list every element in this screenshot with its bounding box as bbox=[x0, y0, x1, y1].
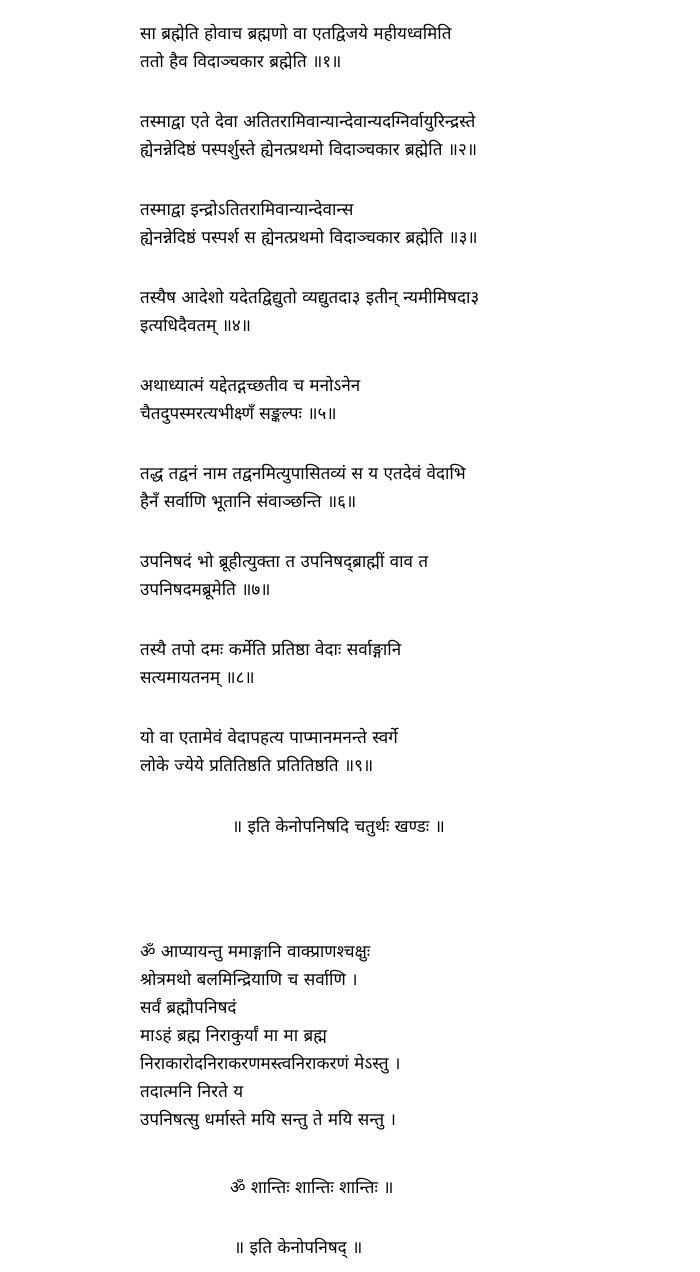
verse-line: चैतदुपस्मरत्यभीक्ष्णँ सङ्कल्पः ॥५॥ bbox=[140, 404, 337, 424]
verse-5 bbox=[140, 372, 680, 428]
section-end-line: ॥ इति केनोपनिषदि चतुर्थः खण्डः ॥ bbox=[232, 817, 445, 837]
verse-line: उपनिषदमब्रूमेति ॥७॥ bbox=[140, 580, 271, 600]
verse-line: यो वा एतामेवं वेदापहत्य पाप्मानमनन्ते स्वर्गे bbox=[140, 728, 398, 748]
verse-1 bbox=[140, 20, 680, 76]
shanti-line: सर्वं ब्रह्मौपनिषदं bbox=[140, 998, 237, 1018]
verse-8 bbox=[140, 636, 680, 692]
shanti-line: तदात्मनि निरते य bbox=[140, 1082, 244, 1102]
verse-line: तस्यैष आदेशो यदेतद्विद्युतो व्यद्युतदा३ इतीन् न्यमीमिषदा३ bbox=[140, 288, 480, 308]
verse-line: सत्यमायतनम् ॥८॥ bbox=[140, 668, 255, 688]
shanti-line: उपनिषत्सु धर्मास्ते मयि सन्तु ते मयि सन्तु । bbox=[140, 1110, 396, 1130]
shanti-mantra: ॐ शान्तिः शान्तिः शान्तिः ॥ bbox=[230, 1178, 394, 1198]
shanti-path bbox=[140, 938, 680, 1134]
verse-line: ह्येनन्नेदिष्ठं पस्पर्श स ह्येनत्प्रथमो विदाञ्चकार ब्रह्मेति ॥३॥ bbox=[140, 228, 478, 248]
verse-line: तस्यै तपो दमः कर्मेति प्रतिष्ठा वेदाः सर्वाङ्गानि bbox=[140, 640, 402, 660]
verse-6 bbox=[140, 460, 680, 516]
verse-line: सा ब्रह्मेति होवाच ब्रह्मणो वा एतद्विजये महीयध्वमिति bbox=[140, 24, 452, 44]
verse-line: हैनँ सर्वाणि भूतानि संवाञ्छन्ति ॥६॥ bbox=[140, 492, 357, 512]
verse-line: तद्ध तद्वनं नाम तद्वनमित्युपासितव्यं स य एतदेवं वेदाभि bbox=[140, 464, 466, 484]
verse-line: अथाध्यात्मं यद्देतद्गच्छतीव च मनोऽनेन bbox=[140, 376, 361, 396]
verse-9 bbox=[140, 724, 680, 780]
shanti-line: ॐ आप्यायन्तु ममाङ्गानि वाक्प्राणश्चक्षुः bbox=[140, 942, 371, 962]
verse-2 bbox=[140, 108, 680, 164]
shanti-line: निराकारोदनिराकरणमस्त्वनिराकरणं मेऽस्तु । bbox=[140, 1054, 401, 1074]
verse-line: तस्माद्वा इन्द्रोऽतितरामिवान्यान्देवान्स bbox=[140, 200, 354, 220]
verse-7 bbox=[140, 548, 680, 604]
verse-line: उपनिषदं भो ब्रूहीत्युक्ता त उपनिषद्ब्राह्मीं वाव त bbox=[140, 552, 429, 572]
verse-line: ततो हैव विदाञ्चकार ब्रह्मेति ॥१॥ bbox=[140, 52, 342, 72]
shanti-line: श्रोत्रमथो बलमिन्द्रियाणि च सर्वाणि । bbox=[140, 970, 358, 990]
verse-3 bbox=[140, 196, 680, 252]
shanti-line: माऽहं ब्रह्म निराकुर्यां मा मा ब्रह्म bbox=[140, 1026, 327, 1046]
verse-line: तस्माद्वा एते देवा अतितरामिवान्यान्देवान्यदग्निर्वायुरिन्द्रस्ते bbox=[140, 112, 476, 132]
verse-line: ह्येनन्नेदिष्ठं पस्पर्शुस्ते ह्येनत्प्रथमो विदाञ्चकार ब्रह्मेति ॥२॥ bbox=[140, 140, 477, 160]
verse-4 bbox=[140, 284, 680, 340]
verse-line: लोके ज्येये प्रतितिष्ठति प्रतितिष्ठति ॥९॥ bbox=[140, 756, 374, 776]
verse-line: इत्यधिदैवतम् ॥४॥ bbox=[140, 316, 251, 336]
final-end-line: ॥ इति केनोपनिषद् ॥ bbox=[234, 1238, 363, 1258]
